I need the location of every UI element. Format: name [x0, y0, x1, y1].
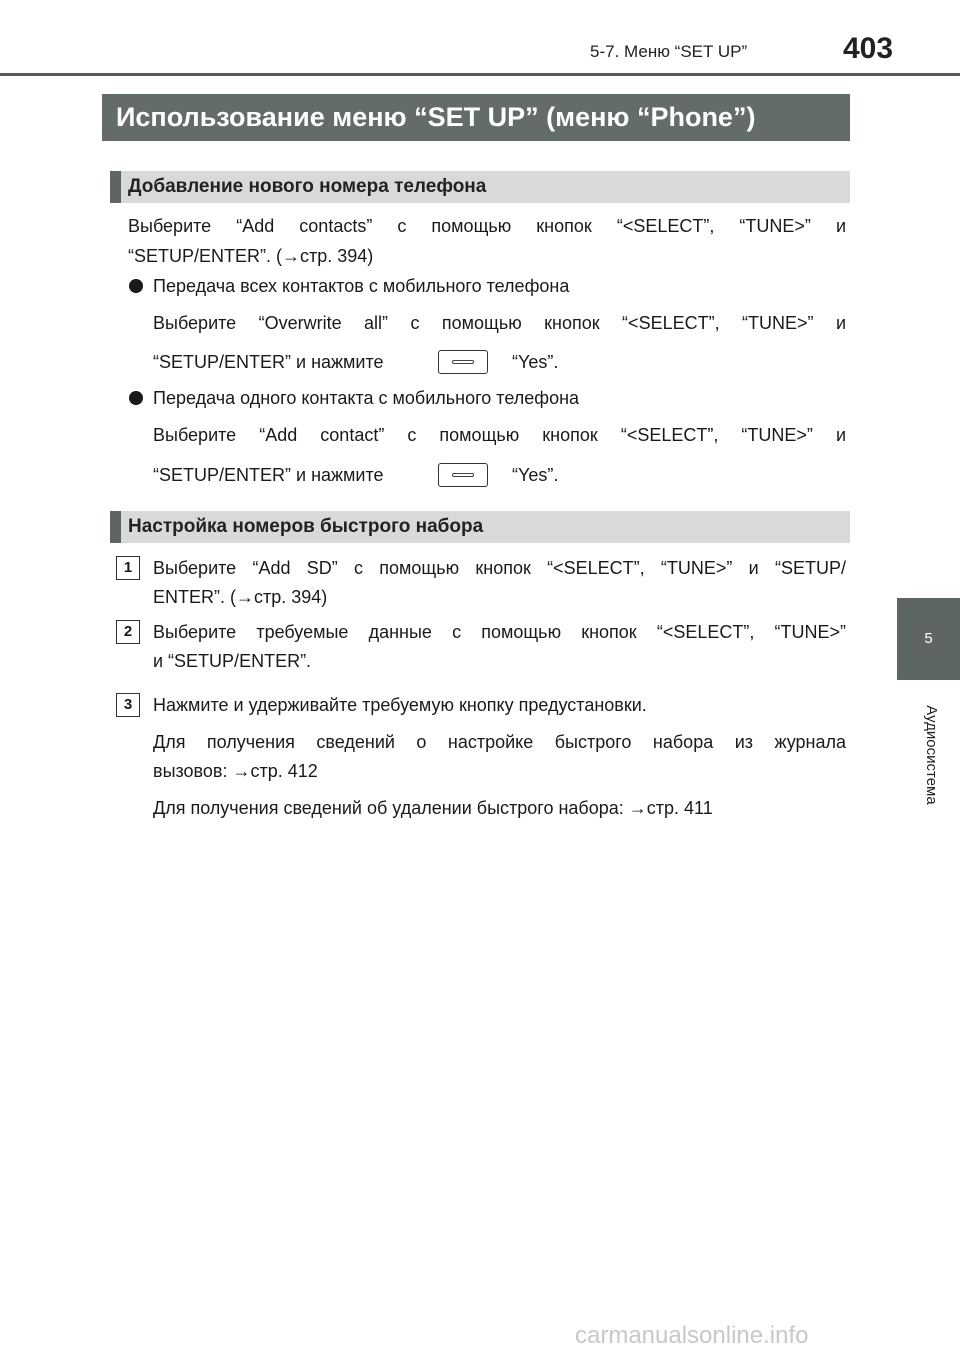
intro-line-1: Выберите “Add contacts” с помощью кнопок “<SELECT”, “TUNE>” и — [128, 216, 846, 236]
bullet-title-one-contact: Передача одного контакта с мобильного телефона — [153, 388, 580, 408]
step-number: 2 — [116, 620, 140, 644]
section-heading-add-number: Добавление нового номера телефона — [110, 171, 850, 203]
note-1-line-2: вызовов: →стр. 412 — [153, 761, 318, 781]
chapter-tab: 5 — [897, 598, 960, 680]
yes-option-text: “Yes”. — [512, 465, 559, 485]
step-2-line-1: Выберите требуемые данные с помощью кнопок “<SELECT”, “TUNE>” — [153, 622, 846, 642]
bullet-text-line-2: “SETUP/ENTER” и нажмите — [153, 465, 384, 485]
bullet-icon — [129, 391, 143, 405]
chapter-label: Аудиосистема — [923, 705, 940, 805]
note-2: Для получения сведений об удалении быстрого набора: →стр. 411 — [153, 798, 713, 818]
menu-button-icon — [438, 463, 488, 487]
bullet-title-all-contacts: Передача всех контактов с мобильного телефона — [153, 276, 570, 296]
note-1-line-1: Для получения сведений о настройке быстрого набора из журнала — [153, 732, 846, 752]
step-3-line-1: Нажмите и удерживайте требуемую кнопку предустановки. — [153, 695, 647, 715]
intro-line-2: “SETUP/ENTER”. (→стр. 394) — [128, 246, 374, 266]
bullet-text-line-2: “SETUP/ENTER” и нажмите — [153, 352, 384, 372]
step-1-line-1: Выберите “Add SD” с помощью кнопок “<SELECT”, “TUNE>” и “SETUP/ — [153, 558, 846, 578]
step-1-line-2: ENTER”. (→стр. 394) — [153, 587, 328, 607]
watermark: carmanualsonline.info — [575, 1322, 809, 1349]
header-section-title: 5-7. Меню “SET UP” — [590, 42, 748, 61]
bullet-icon — [129, 279, 143, 293]
bullet-text-line-1: Выберите “Overwrite all” с помощью кнопок “<SELECT”, “TUNE>” и — [153, 313, 846, 333]
step-number: 3 — [116, 693, 140, 717]
step-2-line-2: и “SETUP/ENTER”. — [153, 651, 312, 671]
section-heading-speed-dial: Настройка номеров быстрого набора — [110, 511, 850, 543]
page-number: 403 — [843, 32, 894, 65]
menu-button-icon — [438, 350, 488, 374]
bullet-text-line-1: Выберите “Add contact” с помощью кнопок “<SELECT”, “TUNE>” и — [153, 425, 846, 445]
page-title: Использование меню “SET UP” (меню “Phone”) — [102, 94, 850, 141]
header-rule — [0, 73, 960, 76]
yes-option-text: “Yes”. — [512, 352, 559, 372]
step-number: 1 — [116, 556, 140, 580]
